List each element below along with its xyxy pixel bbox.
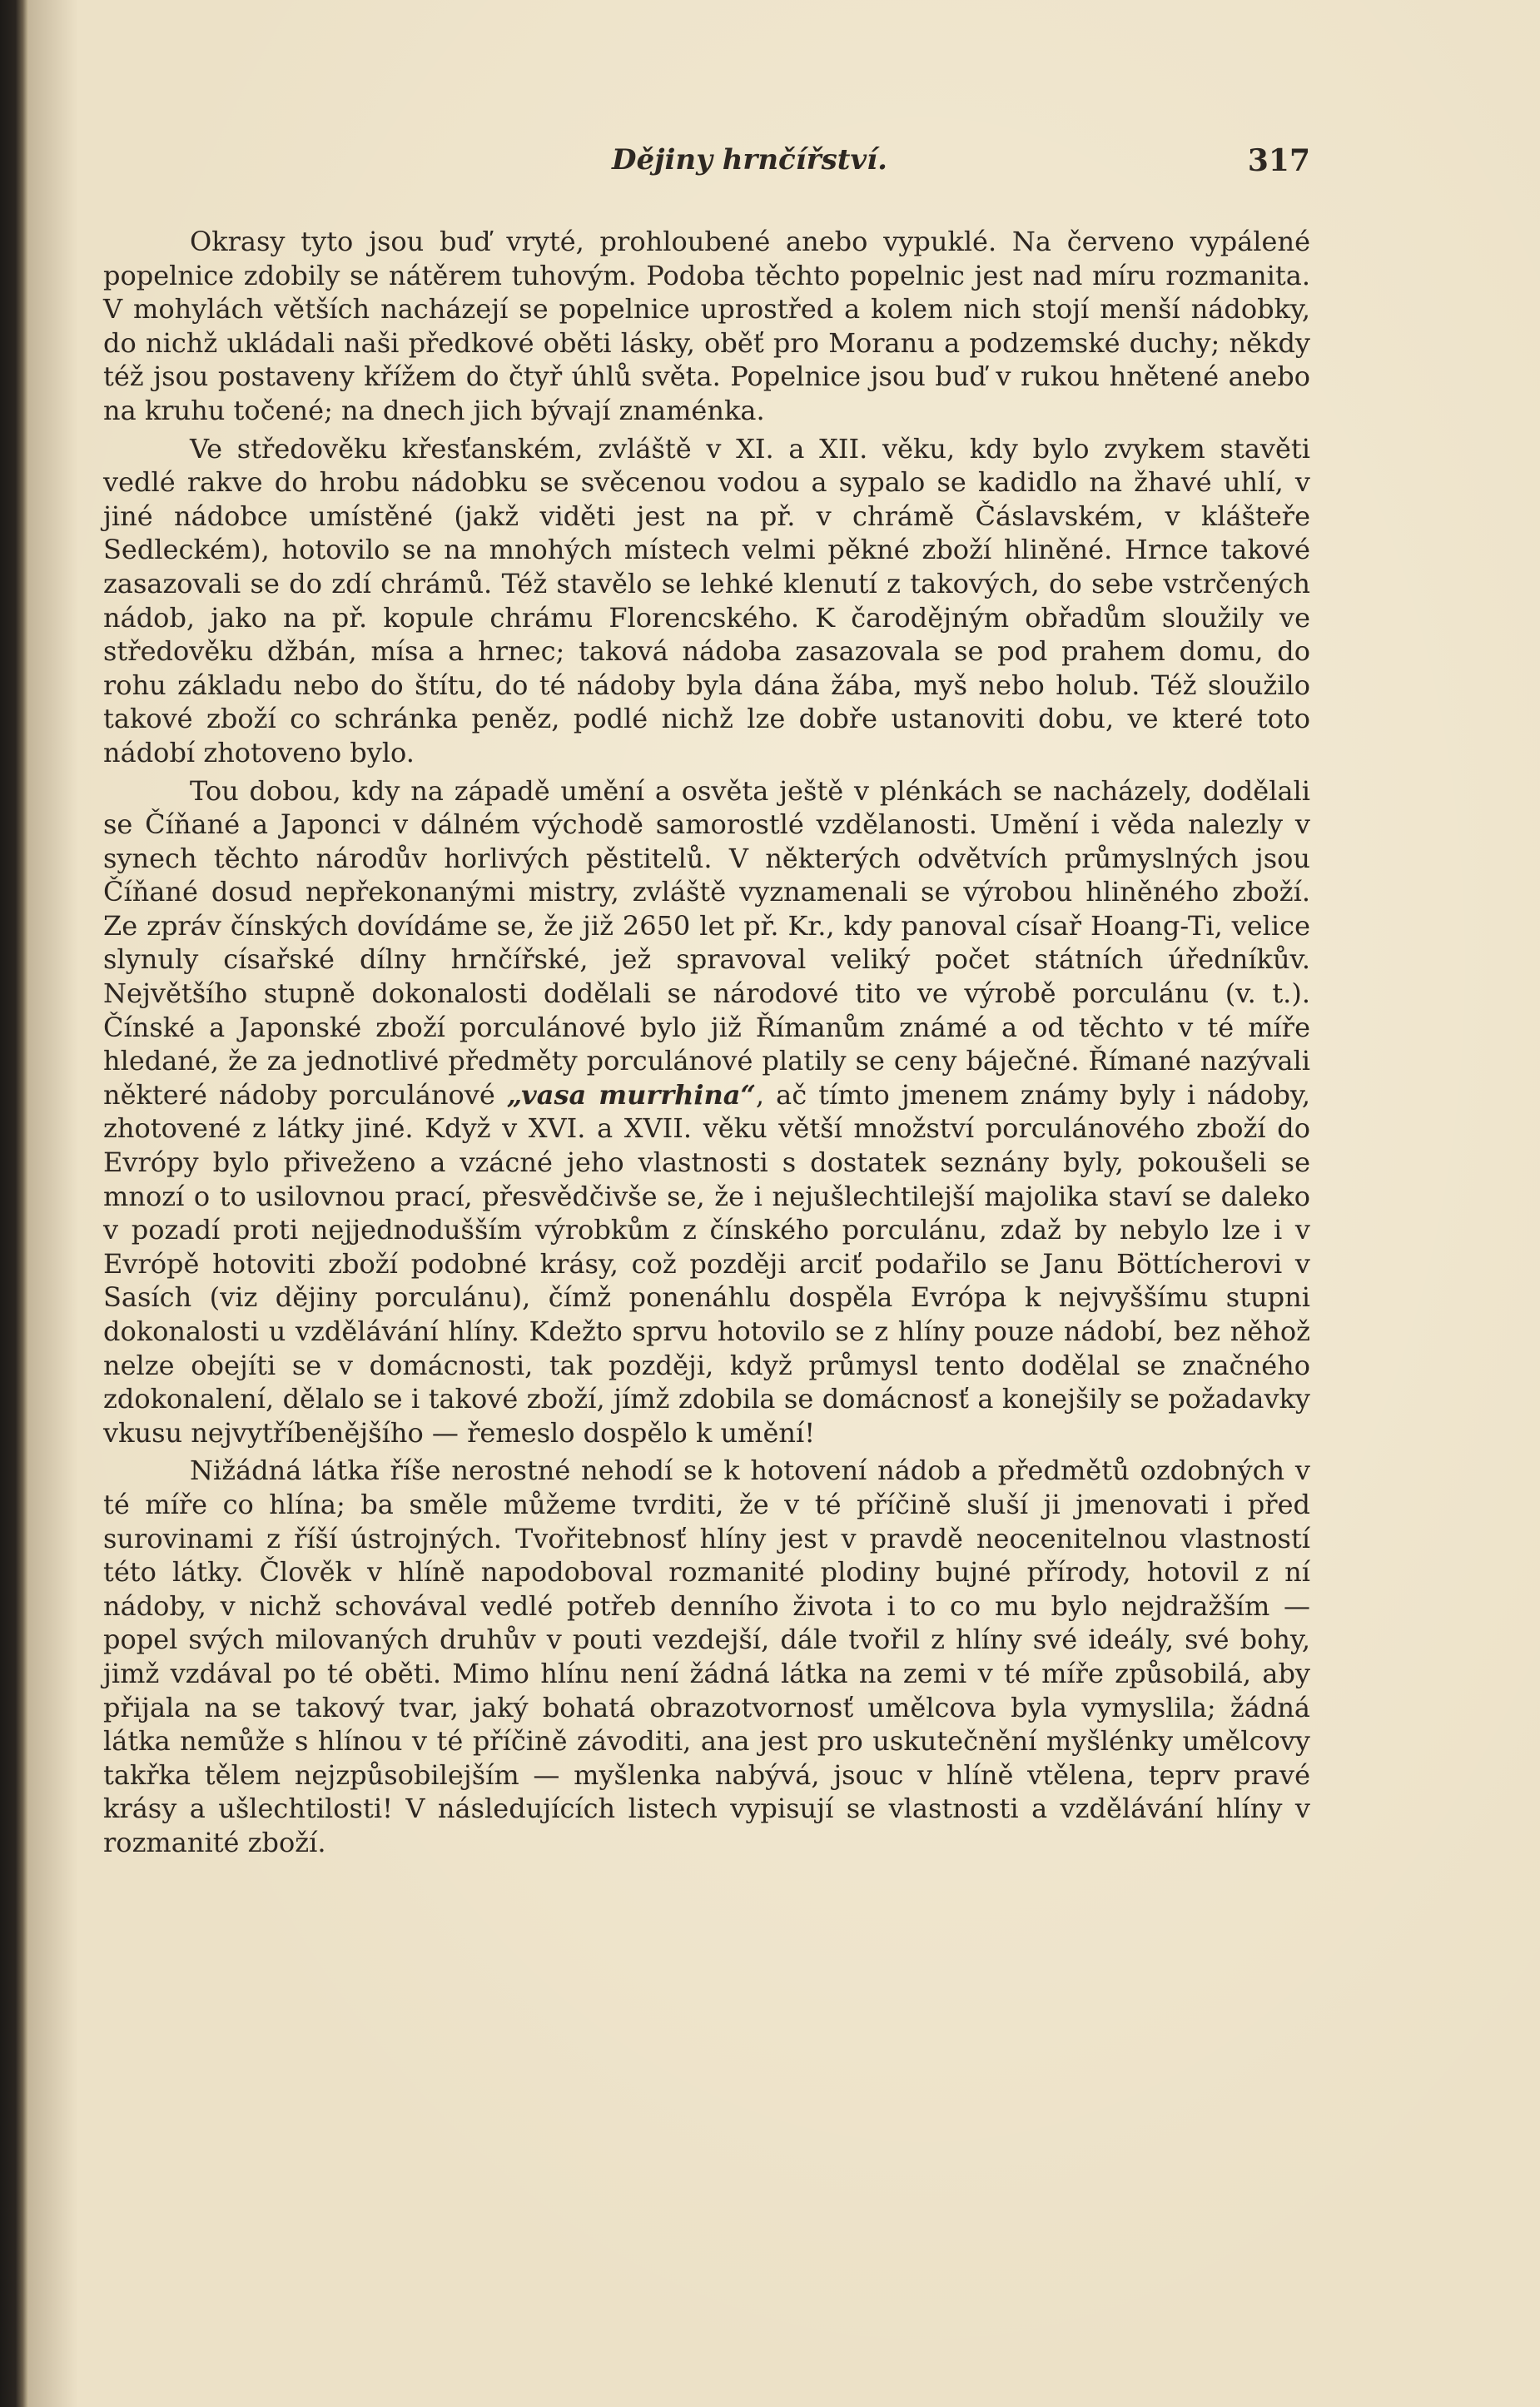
paragraph-3-text-after: , ač tímto jmenem známy byly i nádoby, zhotovené z látky jiné. Když v XVI. a XVII. věku větší množství porculánového zboží do Evrópy bylo přiveženo a vzácné jeho vlastnosti s dostatek seznány byly, pokoušeli se mnozí o to usilovnou prací, přesvědčivše se, že i nejušlechtilejší majolika staví se daleko v pozadí proti nejjednodušším výrobkům z čínského porculánu, zdaž by nebylo lze i v Evrópě hotoviti zboží podobné krásy, což později arciť podařilo se Janu Böttícherovi v Sasích (viz dějiny porculánu), čímž ponenáhlu dospěla Evrópa k nejvyššímu stupni dokonalosti u vzdělávání hlíny. Kdežto sprvu hotovilo se z hlíny pouze nádobí, bez něhož nelze obejíti se v domácnosti, tak později, když průmysl tento dodělal se značného zdokonalení, dělalo se i takové zboží, jímž zdobila se domácnosť a konejšily se požadavky vkusu nejvytříbenějšího — řemeslo dospělo k umění! (103, 1078, 1311, 1449)
running-title: Dějiny hrnčířství. (612, 143, 887, 177)
paragraph-2: Ve středověku křesťanském, zvláště v XI. a XII. věku, kdy bylo zvykem stavěti vedlé rakve do hrobu nádobku se svěcenou vodou a sypalo se kadidlo na žhavé uhlí, v jiné nádobce umístěné (jakž viděti jest na př. v chrámě Čáslavském, v klášteře Sedleckém), hotovilo se na mnohých místech velmi pěkné zboží hliněné. Hrnce takové zasazovali se do zdí chrámů. Též stavělo se lehké klenutí z takových, do sebe vstrčených nádob, jako na př. kopule chrámu Florencského. K čarodějným obřadům sloužily ve středověku džbán, mísa a hrnec; taková nádoba zasazovala se pod prahem domu, do rohu základu nebo do štítu, do té nádoby byla dána žába, myš nebo holub. Též sloužilo takové zboží co schránka peněz, podlé nichž lze dobře ustanoviti dobu, ve které toto nádobí zhotoveno bylo. (103, 432, 1310, 768)
paragraph-1: Okrasy tyto jsou buď vryté, prohloubené anebo vypuklé. Na červeno vypálené popelnice zdobily se nátěrem tuhovým. Podoba těchto popelnic jest nad míru rozmanita. V mohylách větších nacházejí se popelnice uprostřed a kolem nich stojí menší nádobky, do nichž ukládali naši předkové oběti lásky, oběť pro Moranu a podzemské duchy; někdy též jsou postaveny křížem do čtyř úhlů světa. Popelnice jsou buď v rukou hnětené anebo na kruhu točené; na dnech jich bývají znaménka. (103, 226, 1310, 426)
emphasis-vasa-murrhina: „vasa murrhina“ (506, 1078, 756, 1111)
paragraph-3-text-before: Tou dobou, kdy na západě umění a osvěta ještě v plénkách se nacházely, dodělali se Číňané a Japonci v dálném východě samorostlé vzdělanosti. Umění i věda nalezly v synech těchto národův horlivých pěstitelů. V některých odvětvích průmyslných jsou Číňané dosud nepřekonanými mistry, zvláště vyznamenali se výrobou hliněného zboží. Ze zpráv čínských dovídáme se, že již 2650 let př. Kr., kdy panoval císař Hoang-Ti, velice slynuly císařské dílny hrnčířské, jež spravoval veliký počet státních úředníkův. Největšího stupně dokonalosti dodělali se národové tito ve výrobě porculánu (v. t.). Čínské a Japonské zboží porculánové bylo již Římanům známé a od těchto v té míře hledané, že za jednotlivé předměty porculánové platily se ceny báječné. Římané nazývali některé nádoby porculánové (103, 774, 1310, 1111)
paragraph-3 (103, 774, 1310, 1450)
page-header (189, 143, 1310, 185)
body-text (103, 225, 1310, 1864)
page-number: 317 (1247, 143, 1310, 178)
book-binding-edge (0, 0, 28, 2407)
gutter-shadow (28, 0, 78, 2407)
paragraph-4: Nižádná látka říše nerostné nehodí se k hotovení nádob a předmětů ozdobných v té míře co hlína; ba směle můžeme tvrditi, že v té příčině sluší ji jmenovati i před surovinami z říší ústrojných. Tvořitebnosť hlíny jest v pravdě neocenitelnou vlastností této látky. Člověk v hlíně napodoboval rozmanité plodiny bujné přírody, hotovil z ní nádoby, v nichž schovával vedlé potřeb denního života i to co mu bylo nejdražším — popel svých milovaných druhův v pouti vezdejší, dále tvořil z hlíny své ideály, své bohy, jimž vzdával po té oběti. Mimo hlínu není žádná látka na zemi v té míře způsobilá, aby přijala na se takový tvar, jaký bohatá obrazotvornosť umělcova byla vymyslila; žádná látka nemůže s hlínou v té příčině závoditi, ana jest pro uskutečnění myšlénky umělcovy takřka tělem nejzpůsobilejším — myšlenka nabývá, jsouc v hlíně vtělena, teprv pravé krásy a ušlechtilosti! V následujících listech vypisují se vlastnosti a vzdělávání hlíny v rozmanité zboží. (103, 1455, 1310, 1858)
